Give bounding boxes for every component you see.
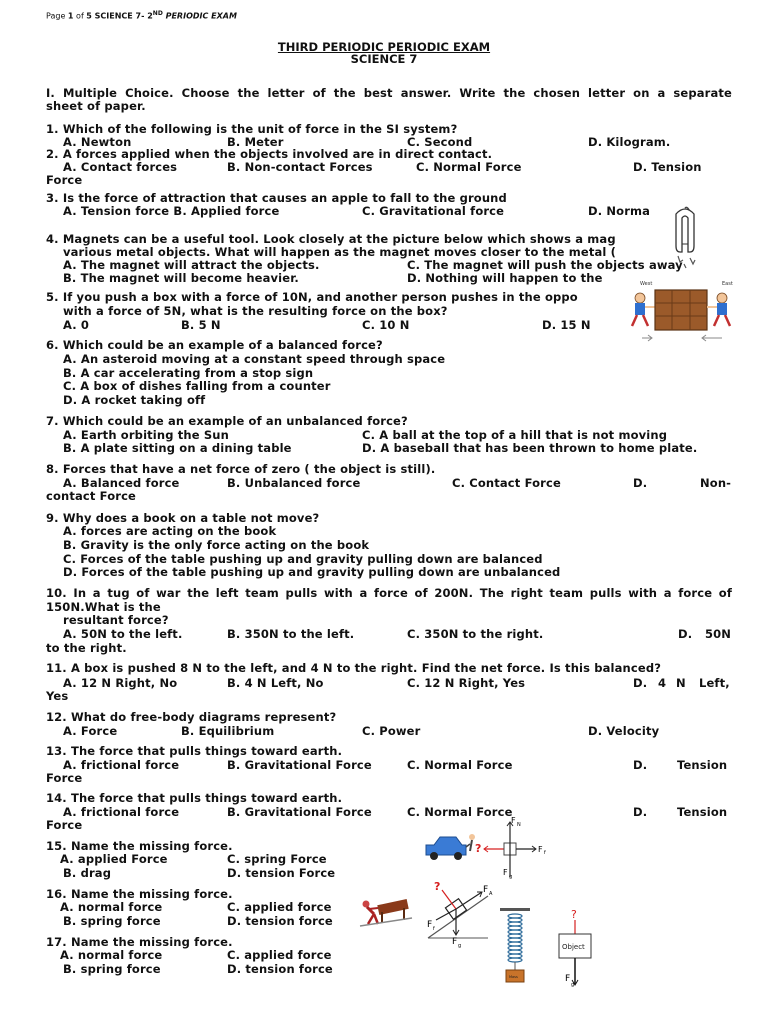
q13-stem: 13. The force that pulls things toward earth.: [46, 744, 343, 758]
q10-stem-3: resultant force?: [63, 613, 169, 627]
q1-option-d: D. Kilogram.: [588, 135, 671, 149]
q6-option-d: D. A rocket taking off: [63, 393, 206, 407]
q17-option-d: D. tension force: [227, 962, 333, 976]
header-subject: SCIENCE 7- 2: [91, 11, 153, 21]
q11-stem: 11. A box is pushed 8 N to the left, and 4 N to the right. Find the net force. Is this balanced?: [46, 661, 662, 675]
q15-option-d: D. tension Force: [227, 866, 336, 880]
q15-option-b: B. drag: [63, 866, 112, 880]
q13-option-a: A. frictional force: [63, 758, 180, 772]
spring-figure: [498, 906, 532, 1000]
q1-option-c: C. Second: [407, 135, 473, 149]
q3-option-d: D. Norma: [588, 204, 651, 218]
q6-option-b: B. A car accelerating from a stop sign: [63, 366, 314, 380]
page-number: 1: [67, 11, 74, 21]
page-header: [46, 10, 237, 21]
q2-stem: 2. A forces applied when the objects involved are in direct contact.: [46, 147, 493, 161]
q17-option-c: C. applied force: [227, 948, 332, 962]
q17-option-b: B. spring force: [63, 962, 161, 976]
ramp-free-body-diagram: [424, 878, 494, 948]
q15-stem: 15. Name the missing force.: [46, 839, 233, 853]
q2-option-b: B. Non-contact Forces: [227, 160, 373, 174]
q12-option-a: A. Force: [63, 724, 118, 738]
car-free-body-diagram: [420, 815, 560, 881]
ramp-fg-sub: g: [458, 943, 462, 948]
q17-missing-force-mark: ?: [571, 908, 577, 921]
q11-option-d-unit: N: [676, 676, 686, 690]
q11-option-d-wrap: Yes: [46, 689, 69, 703]
q11-option-d: D.: [633, 676, 648, 690]
q9-stem: 9. Why does a book on a table not move?: [46, 511, 320, 525]
q8-option-b: B. Unbalanced force: [227, 476, 361, 490]
fbd-ff-label: F: [538, 845, 543, 854]
object-fg-sub: g: [571, 982, 575, 988]
q2-option-d: D. Tension: [633, 160, 702, 174]
header-sup: ND: [152, 10, 163, 17]
q4-option-a: A. The magnet will attract the objects.: [63, 258, 320, 272]
page-total: 5: [86, 11, 92, 21]
q9-option-c: C. Forces of the table pushing up and gravity pulling down are balanced: [63, 552, 543, 566]
q14-stem: 14. The force that pulls things toward earth.: [46, 791, 343, 805]
q5-option-b: B. 5 N: [181, 318, 221, 332]
q10-stem-2: 150N.What is the: [46, 600, 161, 614]
q5-stem-1: 5. If you push a box with a force of 10N, and another person pushes in the oppo: [46, 290, 578, 304]
q11-option-b: B. 4 N Left, No: [227, 676, 324, 690]
pushing-piano-figure: [358, 896, 414, 930]
q4-option-c: C. The magnet will push the objects away: [407, 258, 683, 272]
ramp-fa-label: F: [483, 885, 489, 895]
ramp-fg-label: F: [452, 937, 458, 947]
q14-option-a: A. frictional force: [63, 805, 180, 819]
q1-option-b: B. Meter: [227, 135, 284, 149]
q8-option-c: C. Contact Force: [452, 476, 561, 490]
q16-option-b: B. spring force: [63, 914, 161, 928]
object-fg-label: F: [565, 974, 571, 984]
fig-west-label: West: [640, 281, 653, 287]
q11-option-d-num: 4: [658, 676, 667, 690]
fbd-fg-label: F: [503, 868, 508, 877]
q10-option-d: D.: [678, 627, 693, 641]
object-label: Object: [562, 943, 585, 951]
q2-option-a: A. Contact forces: [63, 160, 178, 174]
q17-option-a: A. normal force: [60, 948, 163, 962]
q10-stem-1: 10. In a tug of war the left team pulls with a force of 200N. The right team pulls with a force of: [46, 586, 732, 600]
q13-option-d: D.: [633, 758, 648, 772]
q16-option-a: A. normal force: [60, 900, 163, 914]
q15-missing-force-mark: ?: [475, 842, 482, 855]
q9-option-a: A. forces are acting on the book: [63, 524, 277, 538]
q2-option-d-wrap: Force: [46, 173, 83, 187]
q14-option-c: C. Normal Force: [407, 805, 513, 819]
q11-option-d-dir: Left,: [699, 676, 730, 690]
q3-stem: 3. Is the force of attraction that causes an apple to fall to the ground: [46, 191, 507, 205]
q16-option-c: C. applied force: [227, 900, 332, 914]
exam-title: THIRD PERIODIC PERIODIC EXAM: [277, 40, 491, 54]
q10-option-d-text: 50N: [705, 627, 732, 641]
q14-option-d-wrap: Force: [46, 818, 83, 832]
q16-option-d: D. tension force: [227, 914, 333, 928]
q5-option-c: C. 10 N: [362, 318, 410, 332]
q5-option-a: A. 0: [63, 318, 90, 332]
q8-option-d-text: Non-: [700, 476, 732, 490]
ramp-ff-label: F: [427, 920, 433, 930]
q15-option-c: C. spring Force: [227, 852, 327, 866]
q10-option-b: B. 350N to the left.: [227, 627, 355, 641]
magnet-figure: [660, 206, 710, 270]
ramp-fa-sub: A: [489, 891, 493, 897]
q4-stem-1: 4. Magnets can be a useful tool. Look closely at the picture below which shows a mag: [46, 232, 616, 246]
exam-subject: SCIENCE 7: [350, 52, 418, 66]
q7-option-a: A. Earth orbiting the Sun: [63, 428, 229, 442]
q13-option-d-text: Tension: [677, 758, 728, 772]
page-of: of: [73, 11, 87, 21]
q3-option-ab: A. Tension force B. Applied force: [63, 204, 280, 218]
q12-stem: 12. What do free-body diagrams represent?: [46, 710, 337, 724]
q12-option-b: B. Equilibrium: [181, 724, 275, 738]
q8-option-d: D.: [633, 476, 648, 490]
ramp-ff-sub: f: [433, 926, 435, 932]
q12-option-d: D. Velocity: [588, 724, 660, 738]
q16-stem: 16. Name the missing force.: [46, 887, 233, 901]
q8-option-a: A. Balanced force: [63, 476, 180, 490]
q7-option-c: C. A ball at the top of a hill that is not moving: [362, 428, 668, 442]
fig-east-label: East: [722, 281, 733, 287]
q9-option-b: B. Gravity is the only force acting on the book: [63, 538, 370, 552]
q13-option-d-wrap: Force: [46, 771, 83, 785]
q16-missing-force-mark: ?: [434, 880, 441, 893]
q5-option-d: D. 15 N: [542, 318, 591, 332]
q13-option-c: C. Normal Force: [407, 758, 513, 772]
q7-option-b: B. A plate sitting on a dining table: [63, 441, 292, 455]
q10-option-a: A. 50N to the left.: [63, 627, 183, 641]
spring-mass-label: Mass: [509, 975, 518, 979]
q4-option-d: D. Nothing will happen to the: [407, 271, 603, 285]
fbd-fn-label: F: [511, 816, 516, 825]
q2-option-c: C. Normal Force: [416, 160, 522, 174]
q10-option-c: C. 350N to the right.: [407, 627, 544, 641]
q6-option-c: C. A box of dishes falling from a counter: [63, 379, 331, 393]
q8-stem: 8. Forces that have a net force of zero ( the object is still).: [46, 462, 436, 476]
q14-option-d-text: Tension: [677, 805, 728, 819]
q14-option-b: B. Gravitational Force: [227, 805, 372, 819]
object-free-body-diagram: [555, 906, 599, 990]
q3-option-c: C. Gravitational force: [362, 204, 505, 218]
instructions-line-1: I. Multiple Choice. Choose the letter of the best answer. Write the chosen letter on a separate: [46, 86, 732, 100]
fbd-ff-sub: f: [544, 850, 546, 856]
page-label: Page: [46, 11, 68, 21]
q7-stem: 7. Which could be an example of an unbalanced force?: [46, 414, 408, 428]
q1-stem: 1. Which of the following is the unit of force in the SI system?: [46, 122, 458, 136]
q11-option-c: C. 12 N Right, Yes: [407, 676, 526, 690]
q17-stem: 17. Name the missing force.: [46, 935, 233, 949]
q11-option-a: A. 12 N Right, No: [63, 676, 178, 690]
q15-option-a: A. applied Force: [60, 852, 168, 866]
q8-option-d-wrap: contact Force: [46, 489, 137, 503]
q5-stem-2: with a force of 5N, what is the resulting force on the box?: [63, 304, 448, 318]
q6-option-a: A. An asteroid moving at a constant speed through space: [63, 352, 446, 366]
q1-option-a: A. Newton: [63, 135, 132, 149]
q6-stem: 6. Which could be an example of a balanced force?: [46, 338, 383, 352]
q4-stem-2: various metal objects. What will happen as the magnet moves closer to the metal (: [63, 245, 617, 259]
fbd-fg-sub: g: [509, 874, 513, 880]
q10-option-d-wrap: to the right.: [46, 641, 127, 655]
q7-option-d: D. A baseball that has been thrown to home plate.: [362, 441, 698, 455]
instructions-line-2: sheet of paper.: [46, 99, 146, 113]
q13-option-b: B. Gravitational Force: [227, 758, 372, 772]
push-box-figure: [622, 276, 742, 344]
header-exam: PERIODIC EXAM: [162, 11, 237, 21]
q4-option-b: B. The magnet will become heavier.: [63, 271, 299, 285]
q14-option-d: D.: [633, 805, 648, 819]
q12-option-c: C. Power: [362, 724, 421, 738]
q9-option-d: D. Forces of the table pushing up and gravity pulling down are unbalanced: [63, 565, 561, 579]
fbd-fn-sub: N: [517, 822, 521, 828]
